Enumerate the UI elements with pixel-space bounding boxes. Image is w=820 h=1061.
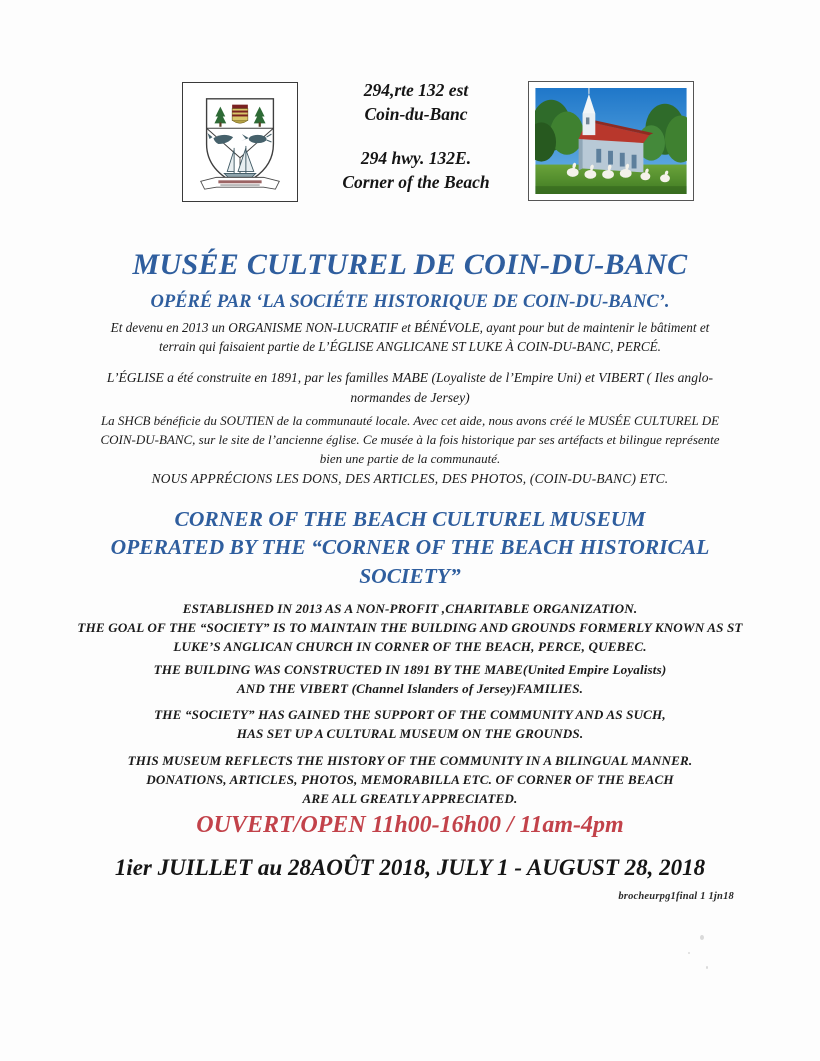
scan-speck [700,935,704,940]
paragraph-french-4: NOUS APPRÉCIONS LES DONS, DES ARTICLES, DES PHOTOS, (COIN-DU-BANC) ETC. [151,471,669,486]
paragraph-english-3 [0,706,820,744]
church-photo-inner [535,88,687,194]
title-line: CORNER OF THE BEACH CULTUREL MUSEUM [174,507,646,531]
paragraph-line: COIN-DU-BANC, sur le site de l’ancienne église. Ce musée à la fois historique par ses artéfacts et bilingue représente [100,432,720,448]
subtitle-french: OPÉRÉ PAR ‘LA SOCIÉTE HISTORIQUE DE COIN-DU-BANC’. [150,292,670,312]
address-en-line1: 294 hwy. 132E. [360,148,472,169]
address-fr-line1: 294,rte 132 est [363,80,469,100]
paragraph-line: THE “SOCIETY” HAS GAINED THE SUPPORT OF THE COMMUNITY AND AS SUCH, [154,707,666,722]
footer-file-code: brocheurpg1final 1 1jn18 [618,891,734,902]
paragraph-line: HAS SET UP A CULTURAL MUSEUM ON THE GROUNDS. [236,725,584,741]
page-title-french: MUSÉE CULTUREL DE COIN-DU-BANC [132,248,688,281]
scan-speck [688,952,690,954]
paragraph-line: L’ÉGLISE a été construite en 1891, par les familles MABE (Loyaliste de l’Empire Uni) et VIBERT ( Iles anglo- [106,370,714,385]
scan-speck [706,966,708,969]
page-title-english [0,505,820,590]
address-en-line2: Corner of the Beach [342,172,490,193]
title-line: SOCIETY” [359,563,461,588]
coat-of-arms-shield-icon [182,82,298,202]
paragraph-english-4 [0,752,820,809]
address-spacer [318,126,514,146]
season-dates: 1ier JUILLET au 28AOÛT 2018, JULY 1 - AUGUST 28, 2018 [114,855,706,880]
paragraph-english-2 [0,661,820,699]
paragraph-line: THE BUILDING WAS CONSTRUCTED IN 1891 BY THE MABE(United Empire Loyalists) [153,662,667,677]
header [0,78,820,213]
paragraph-line: bien une partie de la communauté. [319,451,501,467]
paragraph-line: ARE ALL GREATLY APPRECIATED. [302,790,518,806]
paragraph-line: THIS MUSEUM REFLECTS THE HISTORY OF THE COMMUNITY IN A BILINGUAL MANNER. [127,753,693,768]
paragraph-french-2 [0,368,820,407]
paragraph-english-1 [0,600,820,657]
opening-hours: OUVERT/OPEN 11h00-16h00 / 11am-4pm [196,812,624,838]
paragraph-french-1 [0,318,820,356]
paragraph-line: La SHCB bénéficie du SOUTIEN de la communauté locale. Avec cet aide, nous avons créé le MUSÉE CULTUREL DE [100,413,720,428]
paragraph-line: Et devenu en 2013 un ORGANISME NON-LUCRATIF et BÉNÉVOLE, ayant pour but de maintenir le bâtiment et [110,320,710,335]
paragraph-french-3 [0,411,820,469]
paragraph-line: normandes de Jersey) [350,389,470,405]
paragraph-line: terrain qui faisaient partie de L’ÉGLISE ANGLICANE ST LUKE À COIN-DU-BANC, PERCÉ. [159,339,661,355]
title-line: OPERATED BY THE “CORNER OF THE BEACH HISTORICAL [110,535,710,560]
address-block [318,78,514,195]
paragraph-line: THE GOAL OF THE “SOCIETY” IS TO MAINTAIN THE BUILDING AND GROUNDS FORMERLY KNOWN AS ST [77,619,743,635]
paragraph-line: DONATIONS, ARTICLES, PHOTOS, MEMORABILLA ETC. OF CORNER OF THE BEACH [146,771,674,787]
address-fr-line2: Coin-du-Banc [364,104,468,125]
paragraph-line: LUKE’S ANGLICAN CHURCH IN CORNER OF THE BEACH, PERCE, QUEBEC. [173,638,647,654]
paragraph-line: AND THE VIBERT (Channel Islanders of Jersey)FAMILIES. [236,680,584,696]
church-photo [528,81,694,201]
paragraph-line: ESTABLISHED IN 2013 AS A NON-PROFIT ,CHARITABLE ORGANIZATION. [182,601,638,616]
